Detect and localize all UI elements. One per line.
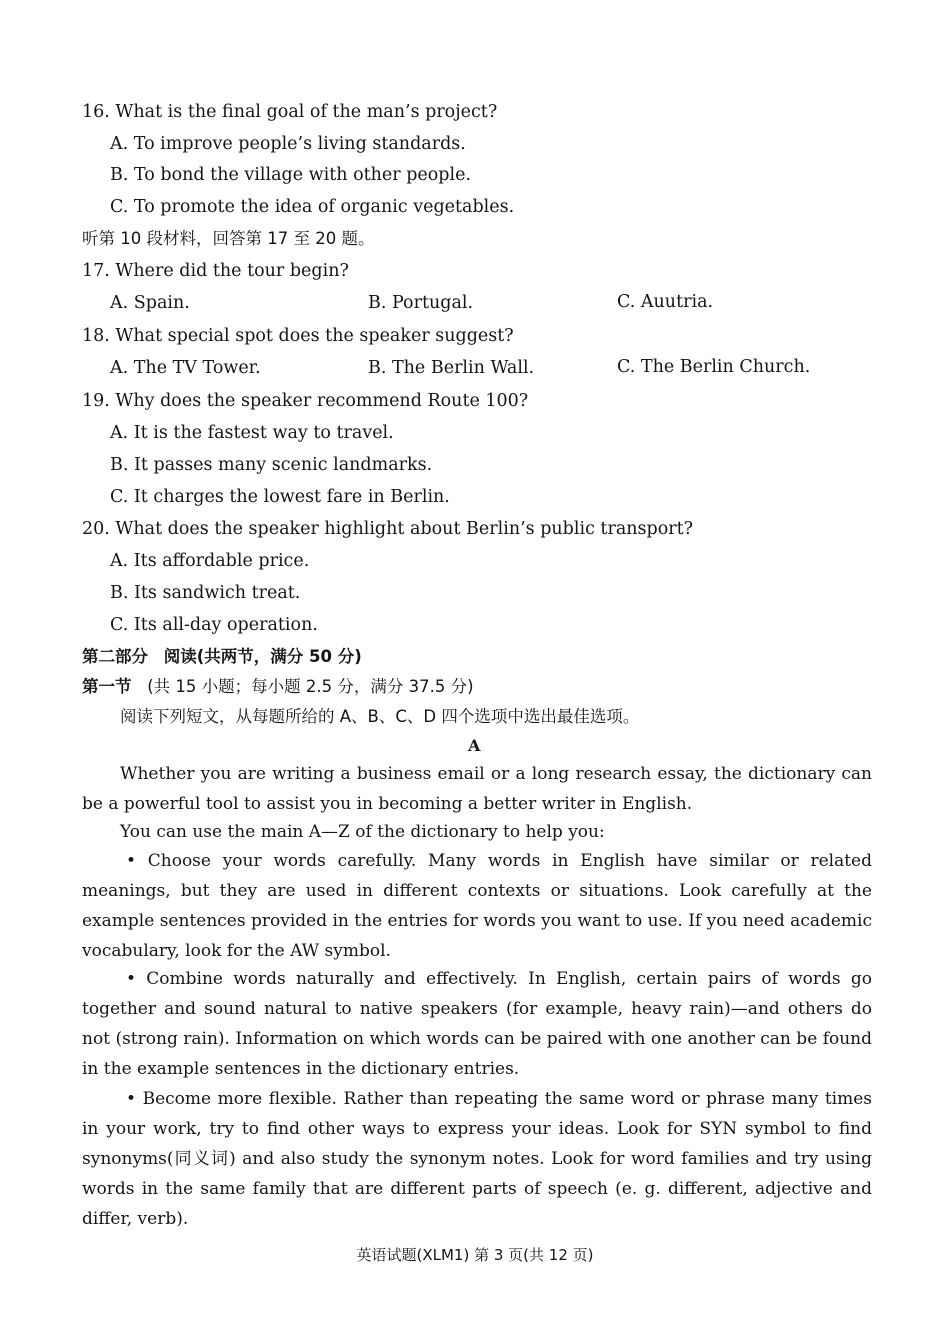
- question-16: 16. What is the final goal of the man’s project?: [82, 102, 498, 122]
- q18-option-b: B. The Berlin Wall.: [368, 358, 535, 378]
- q19-option-a: A. It is the fastest way to travel.: [110, 423, 394, 443]
- section-one-heading: [82, 675, 474, 699]
- q16-option-b: B. To bond the village with other people.: [110, 165, 472, 185]
- question-19: 19. Why does the speaker recommend Route 100?: [82, 391, 529, 411]
- passage-paragraph-2: You can use the main A—Z of the dictionary to help you:: [120, 822, 605, 842]
- question-20: 20. What does the speaker highlight about Berlin’s public transport?: [82, 519, 694, 539]
- passage-bullet-choose-words: • Choose your words carefully. Many words in English have similar or related meanings, but they are used in different contexts or situations. Look carefully at the example sentences provided in the entries for words you want to use. If you need academic vocabulary, look for the AW symbol.: [82, 851, 872, 961]
- question-18: 18. What special spot does the speaker suggest?: [82, 326, 514, 346]
- section-one-title: 第一节: [82, 677, 132, 696]
- q20-option-a: A. Its affordable price.: [110, 551, 310, 571]
- q18-option-c: C. The Berlin Church.: [617, 357, 811, 377]
- passage-bullet-flexible: • Become more flexible. Rather than repeating the same word or phrase many times in your work, try to find other ways to express your ideas. Look for SYN symbol to find synonyms(同义词) and also study the synonym notes. Look for word families and try using words in the same family that are different parts of speech (e. g. different, adjective and differ, verb).: [82, 1089, 872, 1229]
- section-one-description: (共 15 小题；每小题 2.5 分，满分 37.5 分): [147, 677, 474, 696]
- q16-option-a: A. To improve people’s living standards.: [110, 134, 466, 154]
- q18-option-a: A. The TV Tower.: [110, 358, 261, 378]
- q16-option-c: C. To promote the idea of organic vegetables.: [110, 197, 515, 217]
- q20-option-b: B. Its sandwich treat.: [110, 583, 301, 603]
- reading-instruction: 阅读下列短文，从每题所给的 A、B、C、D 四个选项中选出最佳选项。: [120, 707, 640, 726]
- question-17: 17. Where did the tour begin?: [82, 261, 349, 281]
- q19-option-c: C. It charges the lowest fare in Berlin.: [110, 487, 450, 507]
- part-two-heading: [82, 645, 362, 669]
- q17-option-a: A. Spain.: [110, 293, 190, 313]
- q17-option-c: C. Auutria.: [617, 292, 714, 312]
- q20-option-c: C. Its all-day operation.: [110, 615, 318, 635]
- passage-bullet-combine-words: • Combine words naturally and effectively. In English, certain pairs of words go together and sound natural to native speakers (for example, heavy rain)—and others do not (strong rain). Information on which words can be paired with one another can be found in the example sentences in the dictionary entries.: [82, 969, 872, 1079]
- part-two-title: 第二部分: [82, 647, 148, 666]
- passage-label: A: [468, 736, 481, 755]
- q17-option-b: B. Portugal.: [368, 293, 474, 313]
- passage-paragraph-1: Whether you are writing a business email or a long research essay, the dictionary can be a powerful tool to assist you in becoming a better writer in English.: [82, 764, 872, 814]
- part-two-description: 阅读(共两节，满分 50 分): [163, 647, 362, 666]
- q19-option-b: B. It passes many scenic landmarks.: [110, 455, 433, 475]
- listening-section-10-instruction: 听第 10 段材料，回答第 17 至 20 题。: [82, 229, 375, 248]
- page-footer: 英语试题(XLM1) 第 3 页(共 12 页): [356, 1246, 594, 1264]
